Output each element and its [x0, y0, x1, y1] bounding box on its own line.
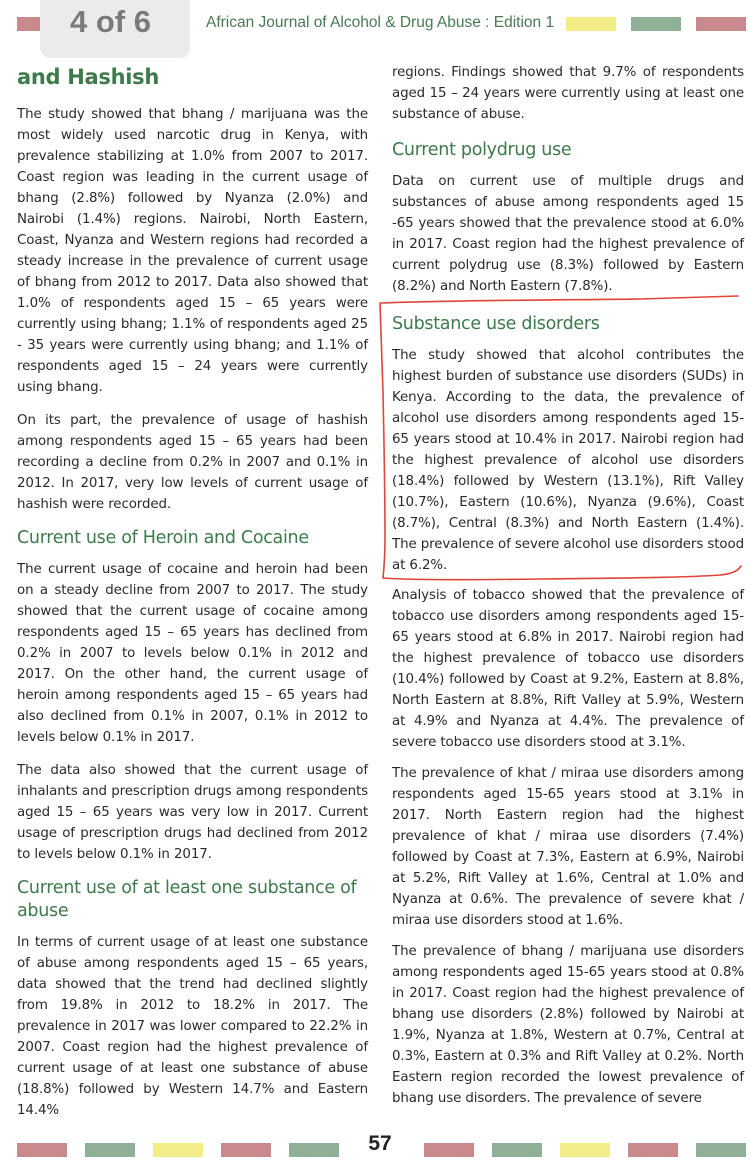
page-indicator-badge — [40, 0, 190, 58]
left-column — [17, 62, 368, 1129]
footer-bar-5 — [289, 1143, 339, 1157]
section-heading-polydrug: Current polydrug use — [392, 140, 572, 160]
footer-bar-2 — [85, 1143, 135, 1157]
section-heading-heroin-cocaine: Current use of Heroin and Cocaine — [17, 528, 309, 548]
page-number: 57 — [368, 1132, 392, 1155]
bhang-disorders-paragraph: The prevalence of bhang / marijuana use disorders among respondents aged 15-65 years stood at 0.8% in 2017. Coast region had the highest prevalence of bhang use disorders (2.8%) followed by Nairobi at 1.9%, Nyanza at 1.8%, Western at 0.7%, Central at 0.3%, Eastern at 0.3% and Rift Valley at 0.2%. North Eastern region recorded the lowest prevalence of bhang use disorders. The prevalence of severe — [392, 944, 744, 1106]
any-substance-paragraph: In terms of current usage of at least one substance of abuse among respondents aged 15 – 65 years, data showed that the trend had declined slightly from 19.8% in 2012 to 18.2% in 2017. The prevalence in 2017 was lower compared to 22.2% in 2007. Coast region had the highest prevalence of current usage of at least one substance of abuse (18.8%) followed by Western 14.7% and Eastern 14.4% — [17, 935, 368, 1118]
footer-bar-9 — [628, 1143, 678, 1157]
inhalants-prescription-paragraph: The data also showed that the current usage of inhalants and prescription drugs among respondents aged 15 – 65 years was very low in 2017. Current usage of prescription drugs had declined from 2012 to levels below 0.1% in 2017. — [17, 763, 368, 862]
footer-bar-4 — [221, 1143, 271, 1157]
section-heading-substance-use-disorders: Substance use disorders — [392, 314, 600, 334]
footer-bar-6 — [424, 1143, 474, 1157]
section-heading-any-substance: Current use of at least one substance of abuse — [17, 878, 357, 921]
header-bar-pink-right — [696, 17, 746, 31]
header-bar-green — [631, 17, 681, 31]
page-header — [0, 0, 750, 62]
header-bar-yellow — [566, 17, 616, 31]
footer-bar-8 — [560, 1143, 610, 1157]
footer-bar-3 — [153, 1143, 203, 1157]
footer-bar-7 — [492, 1143, 542, 1157]
annotation-left-stroke — [380, 303, 385, 578]
section-heading-bhang-hashish: and Hashish — [17, 65, 160, 89]
right-column — [392, 62, 744, 1117]
khat-disorders-paragraph: The prevalence of khat / miraa use disorders among respondents aged 15-65 years stood at 3.1% in 2017. North Eastern region had the highest prevalence of khat / miraa use disorders (7.4%) followed by Coast at 7.3%, Eastern at 6.9%, Nairobi at 5.2%, Rift Valley at 1.6%, Central at 1.0% and Nyanza at 0.6%. The prevalence of severe khat / miraa use disorders stood at 1.6%. — [392, 766, 744, 928]
bhang-usage-paragraph: The study showed that bhang / marijuana was the most widely used narcotic drug in Kenya, with prevalence stabilizing at 1.0% from 2007 to 2017. Coast region was leading in the current usage of bhang (2.8%) followed by Nyanza (2.0%) and Nairobi (1.4%) regions. Nairobi, North Eastern, Coast, Nyanza and Western regions had recorded a steady increase in the prevalence of current usage of bhang from 2012 to 2017. Data also showed that 1.0% of respondents aged 15 – 65 years were currently using bhang; 1.1% of respondents aged 25 - 35 years were currently using bhang; and 1.1% of respondents aged 15 – 24 years were currently using bhang. — [17, 107, 368, 395]
alcohol-disorders-paragraph: The study showed that alcohol contributes the highest burden of substance use disorders (SUDs) in Kenya. According to the data, the prevalence of alcohol use disorders among respondents aged 15-65 years stood at 10.4% in 2017. Nairobi region had the highest prevalence of alcohol use disorders (18.4%) followed by Western (13.1%), Rift Valley (10.7%), Eastern (10.6%), Nyanza (9.6%), Coast (8.7%), Central (8.3%) and North Eastern (1.4%). The prevalence of severe alcohol use disorders stood at 6.2%. — [392, 348, 744, 573]
hashish-usage-paragraph: On its part, the prevalence of usage of hashish among respondents aged 15 – 65 years had been recording a decline from 0.2% in 2007 and 0.1% in 2012. In 2017, very low levels of current usage of hashish were recorded. — [17, 413, 368, 512]
journal-title: African Journal of Alcohol & Drug Abuse : Edition 1 — [206, 14, 555, 31]
tobacco-disorders-paragraph: Analysis of tobacco showed that the prevalence of tobacco use disorders among respondents aged 15-65 years stood at 6.8% in 2017. Nairobi region had the highest prevalence of tobacco use disorders (10.4%) followed by Coast at 9.2%, Eastern at 8.8%, North Eastern at 8.8%, Rift Valley at 5.9%, Western at 4.9% and Nyanza at 4.4%. The prevalence of severe tobacco use disorders stood at 3.1%. — [392, 588, 744, 750]
footer-bar-1 — [17, 1143, 67, 1157]
cocaine-heroin-paragraph: The current usage of cocaine and heroin had been on a steady decline from 2007 to 2017. The study showed that the current usage of cocaine among respondents aged 15 – 65 years has declined from 0.2% in 2007 to levels below 0.1% in 2012 and 2017. On the other hand, the current usage of heroin among respondents aged 15 – 65 years had also declined from 0.1% in 2007, 0.1% in 2012 to levels below 0.1% in 2017. — [17, 562, 368, 745]
page-indicator: 4 of 6 — [70, 4, 151, 39]
footer-bar-10 — [696, 1143, 746, 1157]
any-substance-continued-paragraph: regions. Findings showed that 9.7% of respondents aged 15 – 24 years were currently using at least one substance of abuse. — [392, 65, 744, 122]
page-footer — [0, 1128, 750, 1162]
polydrug-paragraph: Data on current use of multiple drugs and substances of abuse among respondents aged 15 -65 years showed that the prevalence stood at 6.0% in 2017. Coast region had the highest prevalence of current polydrug use (8.3%) followed by Eastern (8.2%) and North Eastern (7.8%). — [392, 174, 744, 294]
